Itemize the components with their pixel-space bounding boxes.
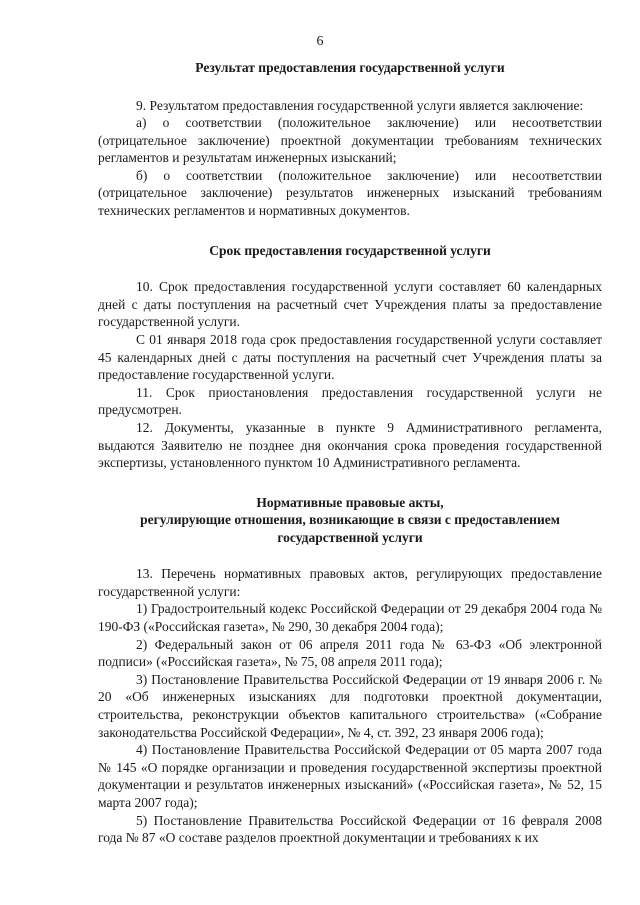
- paragraph: 5) Постановление Правительства Российской Федерации от 16 февраля 2008 года № 87 «О составе разделов проектной документации и требованиях к их: [98, 812, 602, 846]
- section-body-legal-acts: [98, 565, 602, 847]
- paragraph: б) о соответствии (положительное заключение) или несоответствии (отрицательное заключение) результатов инженерных изысканий требованиям технических регламентов и нормативных документов.: [98, 167, 602, 219]
- paragraph: 1) Градостроительный кодекс Российской Федерации от 29 декабря 2004 года № 190-ФЗ («Российская газета», № 290, 30 декабря 2004 года);: [98, 601, 602, 634]
- paragraph: С 01 января 2018 года срок предоставления государственной услуги составляет 45 календарных дней с даты поступления на расчетный счет Учреждения платы за предоставление государственной услуги.: [98, 331, 602, 383]
- paragraph: 9. Результатом предоставления государственной услуги является заключение:: [136, 97, 584, 113]
- paragraph: 10. Срок предоставления государственной услуги составляет 60 календарных дней с даты поступления на расчетный счет Учреждения платы за предоставление государственной услуги.: [98, 279, 602, 330]
- paragraph: а) о соответствии (положительное заключение) или несоответствии (отрицательное заключение) проектной документации требованиям технических регламентов и результатам инженерных изысканий;: [98, 115, 602, 166]
- section-heading-result: Результат предоставления государственной услуги: [195, 60, 505, 75]
- section-heading-legal-acts: Нормативные правовые акты, регулирующие отношения, возникающие в связи с предоставлением государственной услуги: [140, 494, 560, 545]
- paragraph: 13. Перечень нормативных правовых актов, регулирующих предоставление государственной услуги:: [98, 566, 602, 599]
- section-body-term: [98, 278, 602, 472]
- paragraph: 2) Федеральный закон от 06 апреля 2011 года № 63-ФЗ «Об электронной подписи» («Российская газета», № 75, 08 апреля 2011 года);: [98, 636, 602, 670]
- section-heading-term: Срок предоставления государственной услуги: [209, 242, 491, 258]
- paragraph: 12. Документы, указанные в пункте 9 Административного регламента, выдаются Заявителю не позднее дня окончания срока проведения государственной экспертизы, установленного пунктом 10 Административного регламента.: [98, 419, 602, 471]
- paragraph: 3) Постановление Правительства Российской Федерации от 19 января 2006 г. № 20 «Об инженерных изысканиях для подготовки проектной документации, строительства, реконструкции объектов капитального строительства» («Собрание законодательства Российской Федерации», № 4, ст. 392, 23 января 2006 года);: [98, 671, 602, 740]
- section-body-result: [98, 97, 602, 220]
- paragraph: 11. Срок приостановления предоставления государственной услуги не предусмотрен.: [98, 384, 602, 418]
- paragraph: 4) Постановление Правительства Российской Федерации от 05 марта 2007 года № 145 «О порядке организации и проведения государственной экспертизы проектной документации и результатов инженерных изысканий» («Российская газета», № 52, 15 марта 2007 года);: [98, 742, 602, 810]
- page-number: 6: [316, 34, 324, 49]
- document-body: [98, 55, 602, 847]
